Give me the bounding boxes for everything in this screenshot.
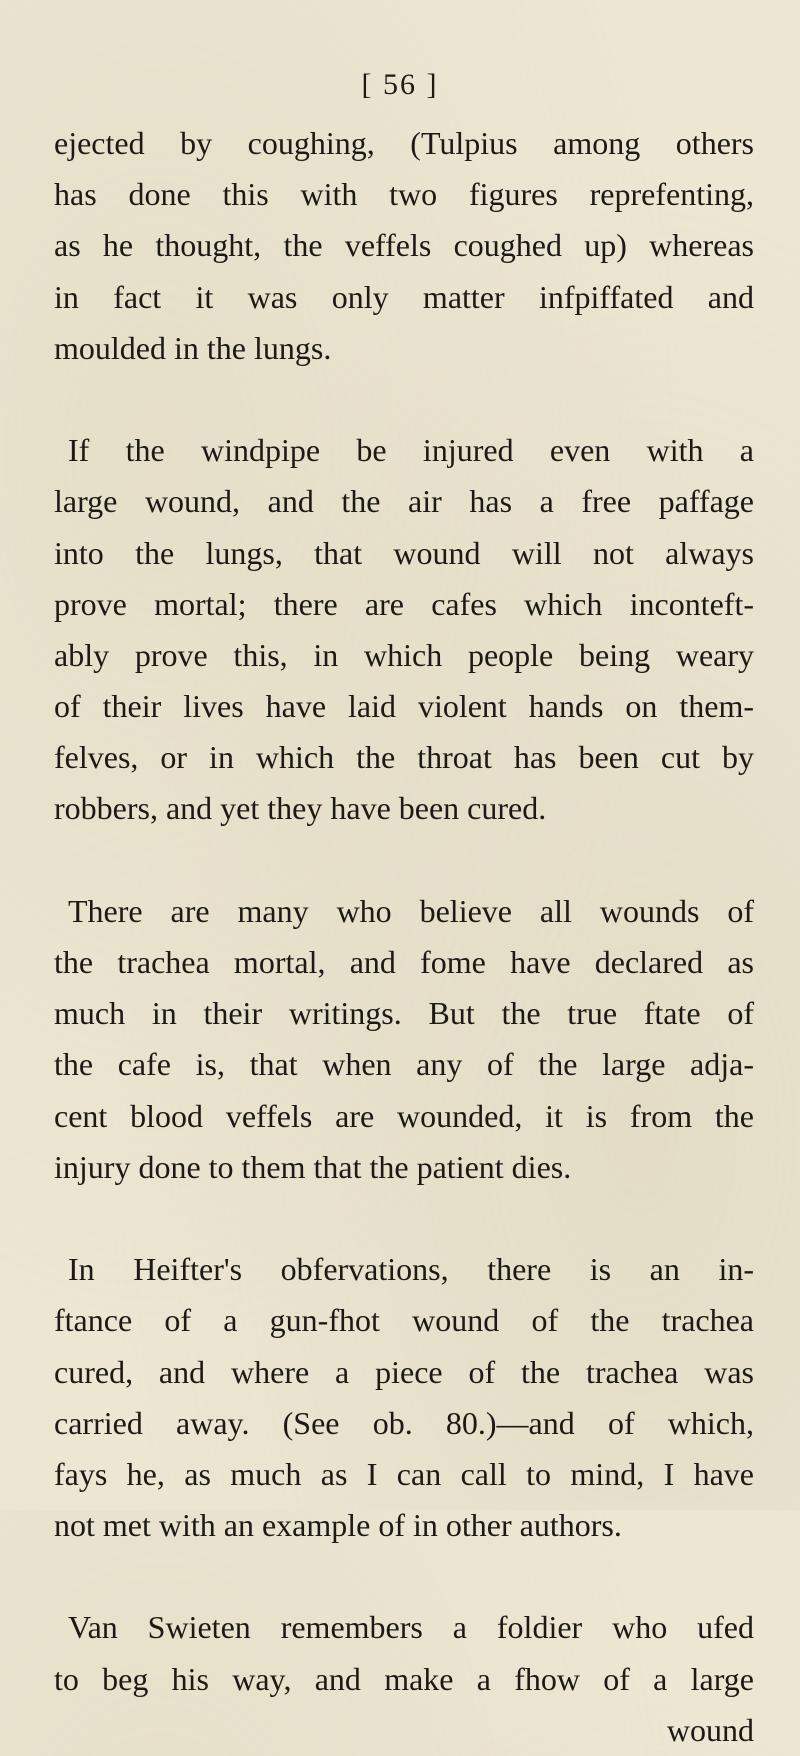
text-line: carried away. (See ob. 80.)—and of which,	[54, 1404, 754, 1441]
paragraph-5	[54, 1602, 754, 1756]
paragraph-3	[54, 886, 754, 1193]
text-line: the trachea mortal, and fome have declared as	[54, 944, 754, 980]
text-line: large wound, and the air has a free paffage	[54, 483, 754, 520]
text-line: ably prove this, in which people being weary	[54, 636, 754, 673]
body-text	[54, 118, 754, 1756]
paragraph-4	[54, 1244, 754, 1551]
text-line: into the lungs, that wound will not always	[54, 534, 754, 571]
text-line: as he thought, the veffels coughed up) whereas	[54, 227, 754, 264]
text-line: not met with an example of in other authors.	[54, 1507, 622, 1544]
paragraph-gap	[54, 1551, 754, 1602]
text-line: In Heifter's obfervations, there is an in-	[68, 1251, 754, 1288]
text-line: in fact it was only matter infpiffated and	[54, 278, 754, 315]
paragraph-1	[54, 118, 754, 374]
paragraph-gap	[54, 1193, 754, 1244]
page-number: [ 56 ]	[361, 68, 439, 101]
paragraph-2	[54, 425, 754, 835]
paragraph-gap	[54, 374, 754, 425]
text-line: If the windpipe be injured even with a	[68, 432, 754, 469]
text-line: of their lives have laid violent hands on them-	[54, 688, 754, 725]
text-line: cured, and where a piece of the trachea was	[54, 1353, 754, 1390]
paragraph-gap	[54, 835, 754, 886]
text-line: the cafe is, that when any of the large adja-	[54, 1046, 754, 1083]
text-line: ejected by coughing, (Tulpius among others	[54, 125, 754, 161]
text-line: There are many who believe all wounds of	[68, 892, 754, 929]
text-line: much in their writings. But the true ftate of	[54, 995, 754, 1032]
text-line: injury done to them that the patient dies.	[54, 1148, 572, 1185]
text-line: Van Swieten remembers a foldier who ufed	[68, 1609, 754, 1646]
text-line: fays he, as much as I can call to mind, I have	[54, 1455, 754, 1492]
text-line: cent blood veffels are wounded, it is from the	[54, 1097, 754, 1134]
text-line: to beg his way, and make a fhow of a large	[54, 1660, 754, 1697]
text-line: robbers, and yet they have been cured.	[54, 790, 547, 827]
text-line: has done this with two figures reprefenting,	[54, 176, 754, 213]
text-line: prove mortal; there are cafes which inconteft-	[54, 585, 754, 622]
text-line: ftance of a gun-fhot wound of the trachea	[54, 1302, 754, 1339]
text-line: moulded in the lungs.	[54, 329, 332, 366]
catchword: wound	[666, 1711, 754, 1748]
text-line: felves, or in which the throat has been cut by	[54, 739, 754, 776]
